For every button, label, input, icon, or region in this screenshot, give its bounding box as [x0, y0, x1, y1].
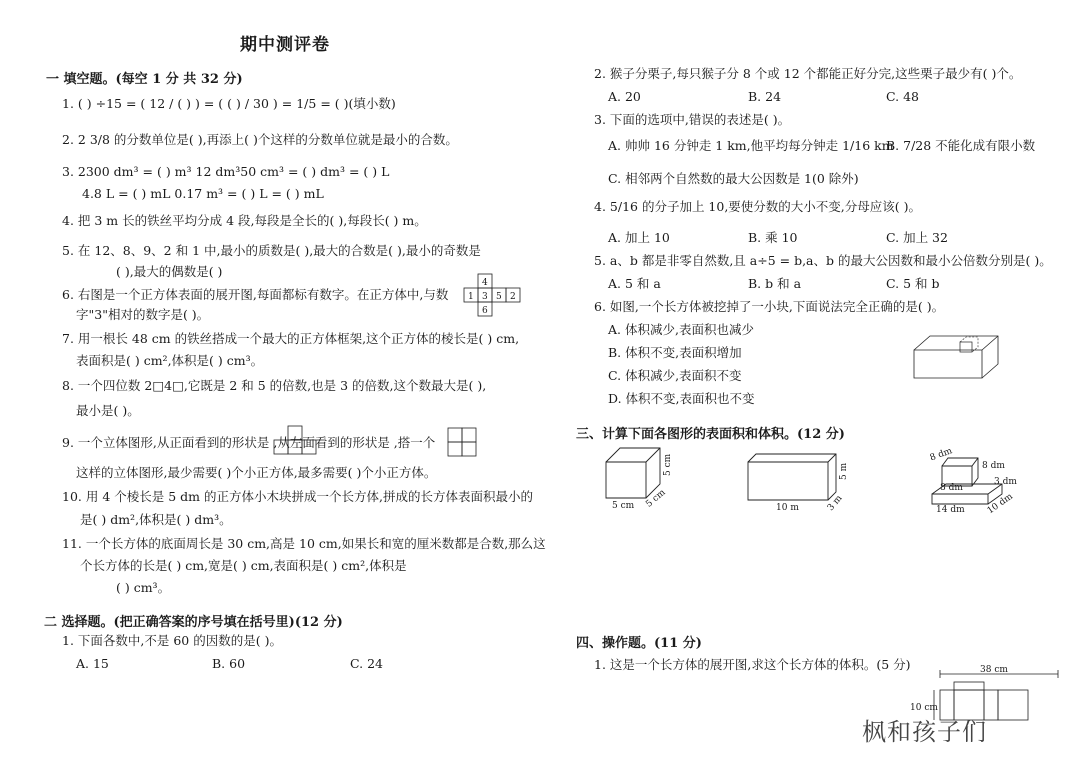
s2-q3-opt-c: C. 相邻两个自然数的最大公因数是 1(0 除外)	[608, 171, 859, 186]
s2-q3-opt-a: A. 帅帅 16 分钟走 1 km,他平均每分钟走 1/16 km	[608, 138, 894, 153]
s2-q2-opt-b: B. 24	[748, 89, 782, 104]
s1-q7b: 表面积是( ) cm²,体积是( ) cm³。	[76, 353, 264, 368]
base-width-label: 10 dm	[985, 491, 1015, 517]
s2-q4-opt-c: C. 加上 32	[886, 230, 948, 245]
s2-q6: 6. 如图,一个长方体被挖掉了一小块,下面说法完全正确的是( )。	[594, 299, 945, 314]
front-view-shape	[272, 426, 318, 458]
s1-q9b: 这样的立体图形,最少需要( )个小正方体,最多需要( )个小正方体。	[76, 465, 437, 480]
s1-q11a: 11. 一个长方体的底面周长是 30 cm,高是 10 cm,如果长和宽的厘米数都是合数,那么这	[62, 536, 546, 551]
s1-q3a: 3. 2300 dm³ = ( ) m³ 12 dm³50 cm³ = ( ) dm³ = ( ) L	[62, 164, 390, 179]
base-height-label: 3 dm	[994, 477, 1017, 487]
s2-q4-opt-a: A. 加上 10	[608, 230, 670, 245]
s2-q6-opt-b: B. 体积不变,表面积增加	[608, 345, 742, 360]
page-title: 期中测评卷	[240, 35, 330, 55]
net-face-3: 3	[482, 292, 488, 302]
s1-q2: 2. 2 3/8 的分数单位是( ),再添上( )个这样的分数单位就是最小的合数。	[62, 132, 458, 147]
s1-q5b: ( ),最大的偶数是( )	[116, 264, 223, 279]
s2-q4-opt-b: B. 乘 10	[748, 230, 798, 245]
s1-q3b: 4.8 L = ( ) mL 0.17 m³ = ( ) L = ( ) mL	[82, 186, 324, 201]
net-height-label: 10 cm	[910, 703, 938, 713]
s2-q5-opt-c: C. 5 和 b	[886, 276, 940, 291]
s1-q11c: ( ) cm³。	[116, 580, 171, 595]
s1-q5a: 5. 在 12、8、9、2 和 1 中,最小的质数是( ),最大的合数是( ),最小的奇数是	[62, 243, 481, 258]
top-cube-width-label: 8 dm	[940, 483, 963, 493]
s1-q9a: 9. 一个立体图形,从正面看到的形状是 ,从左面看到的形状是 ,搭一个	[62, 435, 436, 450]
s2-q5-opt-a: A. 5 和 a	[608, 276, 661, 291]
s2-q5: 5. a、b 都是非零自然数,且 a÷5 = b,a、b 的最大公因数和最小公倍数分别是( )。	[594, 253, 1052, 268]
top-cube-depth-label: 8 dm	[928, 446, 954, 464]
net-face-2: 2	[510, 292, 516, 302]
cuboid-height-label: 5 m	[839, 462, 849, 480]
base-length-label: 14 dm	[936, 505, 965, 515]
watermark-text: 枫和孩子们	[862, 718, 987, 746]
s1-q8a: 8. 一个四位数 2□4□,它既是 2 和 5 的倍数,也是 3 的倍数,这个数最大是( ),	[62, 378, 487, 393]
section-3-heading: 三、计算下面各图形的表面积和体积。(12 分)	[576, 427, 845, 442]
s4-q1: 1. 这是一个长方体的展开图,求这个长方体的体积。(5 分)	[594, 657, 911, 672]
cube-height-label: 5 cm	[663, 453, 673, 476]
stacked-solid-figure	[928, 446, 1020, 516]
s2-q6-opt-d: D. 体积不变,表面积也不变	[608, 391, 755, 406]
s1-q11b: 个长方体的长是( ) cm,宽是( ) cm,表面积是( ) cm²,体积是	[80, 558, 407, 573]
s2-q2-opt-a: A. 20	[608, 89, 641, 104]
net-face-1: 1	[468, 292, 474, 302]
net-width-label: 38 cm	[980, 665, 1008, 675]
s2-q5-opt-b: B. b 和 a	[748, 276, 802, 291]
cube-width-label: 5 cm	[644, 487, 668, 510]
section-4-heading: 四、操作题。(11 分)	[576, 636, 702, 651]
s2-q2-opt-c: C. 48	[886, 89, 919, 104]
cuboid-length-label: 10 m	[776, 503, 799, 513]
s1-q6a: 6. 右图是一个正方体表面的展开图,每面都标有数字。在正方体中,与数	[62, 287, 449, 302]
net-face-5: 5	[496, 292, 502, 302]
s1-q7a: 7. 用一根长 48 cm 的铁丝搭成一个最大的正方体框架,这个正方体的棱长是( ) cm,	[62, 331, 520, 346]
s1-q4: 4. 把 3 m 长的铁丝平均分成 4 段,每段是全长的( ),每段长( ) m。	[62, 213, 427, 228]
s1-q6b: 字"3"相对的数字是( )。	[76, 307, 210, 322]
s1-q1: 1. ( ) ÷15 = ( 12 / ( ) ) = ( ( ) / 30 ) = 1/5 = ( )(填小数)	[62, 96, 396, 111]
carved-cuboid-figure	[912, 332, 1002, 380]
cube-net-figure	[462, 272, 524, 320]
s2-q1: 1. 下面各数中,不是 60 的因数的是( )。	[62, 633, 282, 648]
s2-q2: 2. 猴子分栗子,每只猴子分 8 个或 12 个都能正好分完,这些栗子最少有( )个。	[594, 66, 1022, 81]
net-face-4: 4	[482, 278, 488, 288]
net-face-6: 6	[482, 306, 488, 316]
cuboid-10m-figure	[744, 450, 850, 516]
s2-q1-opt-b: B. 60	[212, 656, 246, 671]
section-2-heading: 二 选择题。(把正确答案的序号填在括号里)(12 分)	[44, 615, 343, 630]
s2-q1-opt-c: C. 24	[350, 656, 383, 671]
s2-q3-opt-b: B. 7/28 不能化成有限小数	[886, 138, 1036, 153]
s2-q6-opt-a: A. 体积减少,表面积也减少	[608, 322, 754, 337]
section-1-heading: 一 填空题。(每空 1 分 共 32 分)	[46, 72, 243, 87]
cube-length-label: 5 cm	[612, 501, 635, 511]
top-cube-height-label: 8 dm	[982, 461, 1005, 471]
s1-q8b: 最小是( )。	[76, 403, 140, 418]
s2-q4: 4. 5/16 的分子加上 10,要使分数的大小不变,分母应该( )。	[594, 199, 921, 214]
s2-q3: 3. 下面的选项中,错误的表述是( )。	[594, 112, 791, 127]
s2-q1-opt-a: A. 15	[76, 656, 109, 671]
cube-5cm-figure	[600, 444, 678, 512]
s2-q6-opt-c: C. 体积减少,表面积不变	[608, 368, 742, 383]
left-view-shape	[446, 426, 480, 458]
cuboid-width-label: 3 m	[825, 493, 845, 514]
s1-q10b: 是( ) dm²,体积是( ) dm³。	[80, 512, 232, 527]
s1-q10a: 10. 用 4 个棱长是 5 dm 的正方体小木块拼成一个长方体,拼成的长方体表面积最小的	[62, 489, 533, 504]
